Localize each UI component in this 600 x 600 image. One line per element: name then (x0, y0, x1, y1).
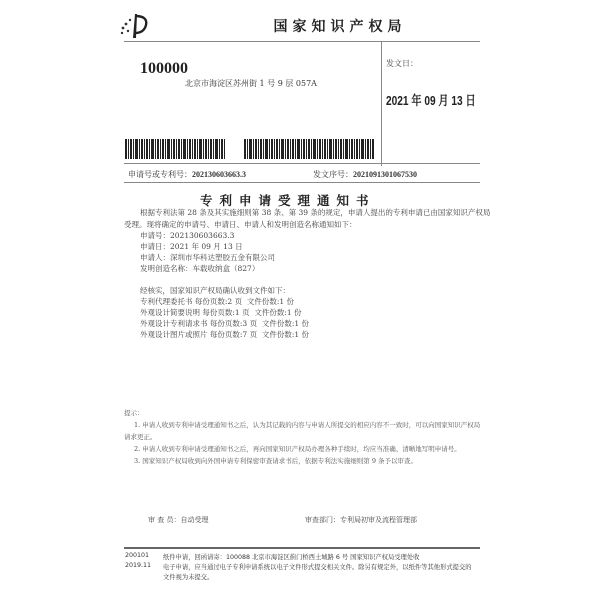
file-row: 外观设计专利请求书 每份页数:3 页 文件份数:1 份 (140, 319, 310, 328)
meta-top-divider (124, 163, 480, 164)
header-divider (124, 41, 480, 42)
footer-line-1: 纸件申请，回函请寄：100088 北京市海淀区蓟门桥西土城路 6 号 国家知识产权局受理处收 (163, 554, 420, 561)
barcode-serial (244, 139, 374, 159)
note-item: 3. 国家知识产权局收到向外国申请专利保密审查请求书后，依据专利法实施细则第 9 条予以审查。 (134, 457, 418, 465)
files-intro: 经核实，国家知识产权局确认收到文件如下： (140, 286, 290, 295)
field-applicant: 申请人：深圳市华科达塑胶五金有限公司 (140, 253, 275, 262)
notes-title: 提示： (124, 409, 144, 417)
cnipa-logo-icon (118, 8, 152, 42)
intro-line-1: 根据专利法第 28 条及其实施细则第 38 条、第 39 条的规定，申请人提出的专利申请已由国家知识产权局 (140, 208, 491, 217)
file-row: 外观设计简要说明 每份页数:1 页 文件份数:1 份 (140, 308, 302, 317)
footer-line-2: 电子申请，应当通过电子专利申请系统以电子文件形式提交相关文件。除另有规定外，以纸件等其他形式提交的 (163, 564, 472, 571)
org-title: 国家知识产权局 (273, 19, 407, 35)
footer-divider (124, 547, 480, 549)
field-invention-name: 发明创造名称：车载收纳盒（827） (140, 264, 260, 273)
barcode-application (125, 139, 225, 159)
addressee-address: 北京市海淀区苏州街 1 号 9 层 057A (185, 79, 317, 88)
department-field (305, 515, 417, 527)
footer-code-1: 200101 (125, 552, 150, 559)
application-number-field (128, 169, 246, 180)
field-application-number: 申请号：202130603663.3 (140, 231, 235, 240)
note-item: 2. 申请人收到专利申请受理通知书之后，再向国家知识产权局办理各种手续时，均应当准确、清晰地写明申请号。 (134, 445, 461, 453)
file-row: 外观设计图片或照片 每份页数:7 页 文件份数:1 份 (140, 330, 310, 339)
application-number-label: 申请号或专利号： (128, 170, 192, 179)
serial-number-field (313, 169, 417, 180)
sent-date: 2021 年 09 月 13 日 (386, 93, 476, 108)
footer-line-3: 文件视为未提交。 (163, 574, 214, 581)
file-row: 专利代理委托书 每份页数:2 页 文件份数:1 份 (140, 297, 295, 306)
document-title: 专利申请受理通知书 (200, 193, 376, 208)
department-label: 审查部门： (305, 516, 340, 524)
examiner-value: 自动受理 (180, 516, 209, 524)
footer-code-2: 2019.11 (125, 562, 152, 569)
note-item: 1. 申请人收到专利申请受理通知书之后，认为其记载的内容与申请人所提交的相应内容不一致时，可以向国家知识产权局 (134, 421, 481, 429)
meta-bottom-divider (124, 182, 480, 183)
intro-line-2: 受理。现将确定的申请号、申请日、申请人和发明创造名称通知如下： (124, 220, 357, 229)
serial-number-label: 发文序号： (313, 170, 353, 179)
postcode: 100000 (140, 60, 188, 77)
sent-date-label: 发文日： (386, 59, 418, 68)
serial-number: 2021091301067530 (353, 170, 417, 179)
examiner-field (148, 515, 208, 527)
note-item: 请求更正。 (124, 433, 157, 441)
examiner-label: 审 查 员： (148, 516, 181, 524)
application-number: 202130603663.3 (192, 170, 246, 179)
field-application-date: 申请日：2021 年 09 月 13 日 (140, 242, 243, 251)
department-value: 专利局初审及流程管理部 (340, 516, 417, 524)
header-vertical-divider (381, 41, 382, 166)
